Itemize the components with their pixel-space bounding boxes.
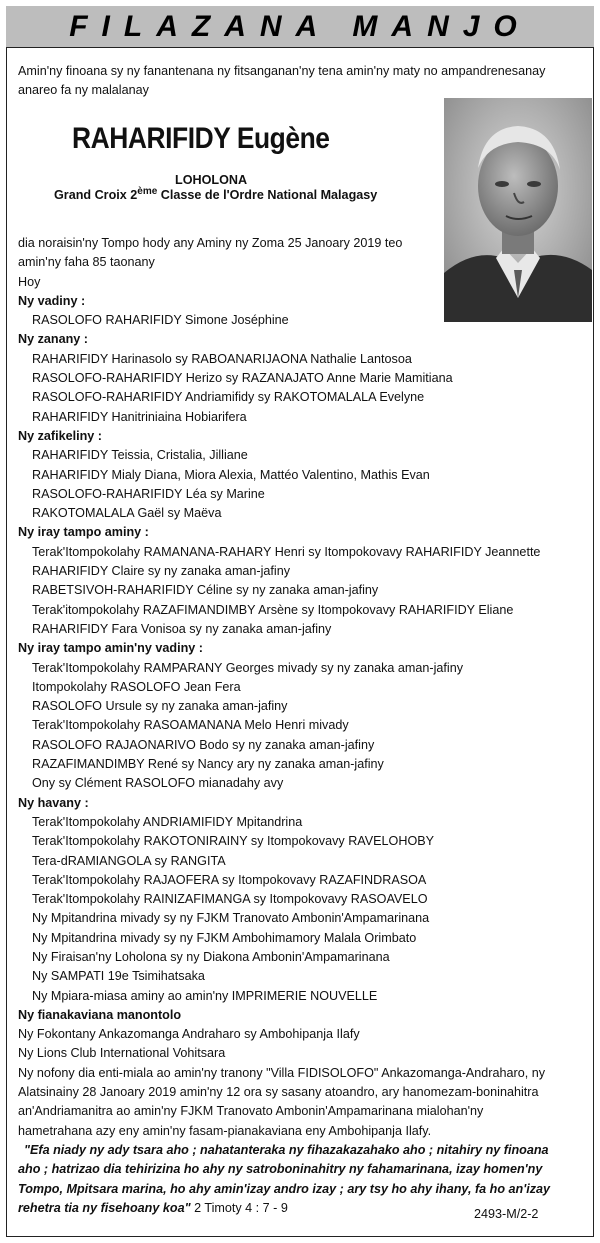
notice-body xyxy=(18,234,588,1218)
announcement-line: Hoy xyxy=(18,274,41,289)
list-item: RAHARIFIDY Teissia, Cristalia, Jilliane xyxy=(32,448,248,463)
list-item: RASOLOFO RAHARIFIDY Simone Joséphine xyxy=(32,313,289,328)
list-item: Terak'Itompokolahy RAINIZAFIMANGA sy Itompokovavy RASOAVELO xyxy=(32,892,428,907)
list-item: RAHARIFIDY Harinasolo sy RABOANARIJAONA Nathalie Lantosoa xyxy=(32,351,412,366)
intro-text xyxy=(18,62,574,101)
verse-line: aho ; hatrizao dia tehirizina ho ahy ny satroboninahitry ny fahamarinana, izay homen'ny xyxy=(18,1162,543,1177)
list-item: Itompokolahy RASOLOFO Jean Fera xyxy=(32,679,241,694)
org-line: Ny Lions Club International Vohitsara xyxy=(18,1046,226,1061)
list-item: RAZAFIMANDIMBY René sy Nancy ary ny zanaka aman-jafiny xyxy=(32,757,384,772)
list-item: Ny Mpitandrina mivady sy ny FJKM Ambohimamory Malala Orimbato xyxy=(32,930,417,945)
list-item: RASOLOFO-RAHARIFIDY Léa sy Marine xyxy=(32,486,265,501)
org-line: Ny Fokontany Ankazomanga Andraharo sy Ambohipanja Ilafy xyxy=(18,1027,360,1042)
announcement-line: dia noraisin'ny Tompo hody any Aminy ny Zoma 25 Janoary 2019 teo xyxy=(18,236,403,250)
verse-citation: 2 Timoty 4 : 7 - 9 xyxy=(194,1200,288,1215)
list-item: Terak'Itompokolahy RAKOTONIRAINY sy Itompokovavy RAVELOHOBY xyxy=(32,834,435,849)
verse-line: "Efa niady ny ady tsara aho ; nahatanteraka ny fihazakazahako aho ; nitahiry ny finoana xyxy=(24,1142,549,1157)
list-item: Terak'Itompokolahy RAMANANA-RAHARY Henri sy Itompokovavy RAHARIFIDY Jeannette xyxy=(32,544,541,559)
section-heading: Ny iray tampo aminy : xyxy=(18,525,149,540)
list-item: Ny Firaisan'ny Loholona sy ny Diakona Ambonin'Ampamarinana xyxy=(32,949,390,964)
announcement-line: amin'ny faha 85 taonany xyxy=(18,255,155,270)
deceased-name: RAHARIFIDY Eugène xyxy=(72,122,330,155)
list-item: Terak'itompokolahy RAZAFIMANDIMBY Arsène sy Itompokovavy RAHARIFIDY Eliane xyxy=(32,602,514,617)
list-item: RASOLOFO Ursule sy ny zanaka aman-jafiny xyxy=(32,699,288,714)
list-item: Terak'Itompokolahy ANDRIAMIFIDY Mpitandrina xyxy=(32,814,303,829)
header-title: FILAZANA MANJO xyxy=(69,9,531,43)
verse-line: Tompo, Mpitsara marina, ho ahy amin'izay andro izay ; ary tsy ho ahy ihany, fa ho an'izay xyxy=(18,1181,551,1196)
list-item: Tera-dRAMIANGOLA sy RANGITA xyxy=(32,853,226,868)
header-banner xyxy=(6,6,594,48)
list-item: RASOLOFO-RAHARIFIDY Andriamifidy sy RAKOTOMALALA Evelyne xyxy=(32,390,425,405)
list-item: RASOLOFO RAJAONARIVO Bodo sy ny zanaka aman-jafiny xyxy=(32,737,375,752)
funeral-line: Alatsinainy 28 Janoary 2019 amin'ny 12 ora sy sasany atoandro, ary hanomezam-boninahitra xyxy=(18,1085,539,1100)
list-item: Terak'Itompokolahy RAMPARANY Georges mivady sy ny zanaka aman-jafiny xyxy=(32,660,464,675)
list-item: RABETSIVOH-RAHARIFIDY Céline sy ny zanaka aman-jafiny xyxy=(32,583,379,598)
list-item: Terak'Itompokolahy RAJAOFERA sy Itompokovavy RAZAFINDRASOA xyxy=(32,872,427,887)
list-item: Ny Mpitandrina mivady sy ny FJKM Tranovato Ambonin'Ampamarinana xyxy=(32,911,430,926)
list-item: RAHARIFIDY Claire sy ny zanaka aman-jafiny xyxy=(32,564,291,579)
intro-line: anareo fa ny malalanay xyxy=(18,83,149,98)
reference-code: 2493-M/2-2 xyxy=(474,1207,539,1221)
list-item: RAHARIFIDY Mialy Diana, Miora Alexia, Mattéo Valentino, Mathis Evan xyxy=(32,467,430,482)
funeral-line: Ny nofony dia enti-miala ao amin'ny tranony "Villa FIDISOLOFO" Ankazomanga-Andraharo, ny xyxy=(18,1065,546,1080)
list-item: RASOLOFO-RAHARIFIDY Herizo sy RAZANAJATO Anne Marie Mamitiana xyxy=(32,371,453,386)
deceased-title-loholona: LOHOLONA xyxy=(175,173,248,187)
section-heading: Ny vadiny : xyxy=(18,293,86,308)
list-item: Ny Mpiara-miasa aminy ao amin'ny IMPRIMERIE NOUVELLE xyxy=(32,988,378,1003)
section-heading: Ny zanany : xyxy=(18,332,88,347)
verse-line: rehetra tia ny fisehoany koa" xyxy=(18,1200,191,1215)
list-item: Ony sy Clément RASOLOFO mianadahy avy xyxy=(32,776,284,791)
list-item: RAHARIFIDY Fara Vonisoa sy ny zanaka aman-jafiny xyxy=(32,621,332,636)
section-heading: Ny fianakaviana manontolo xyxy=(18,1007,182,1022)
list-item: RAHARIFIDY Hanitriniaina Hobiarifera xyxy=(32,409,247,424)
section-heading: Ny iray tampo amin'ny vadiny : xyxy=(18,641,203,656)
deceased-honour: Grand Croix 2ème Classe de l'Ordre National Malagasy xyxy=(54,186,378,203)
intro-line: Amin'ny finoana sy ny fanantenana ny fitsanganan'ny tena amin'ny maty no ampandrenesanay xyxy=(18,64,546,78)
list-item: Ny SAMPATI 19e Tsimihatsaka xyxy=(32,969,205,984)
list-item: Terak'Itompokolahy RASOAMANANA Melo Henri mivady xyxy=(32,718,349,733)
funeral-line: hametrahana azy eny amin'ny fasam-pianakaviana eny Ambohipanja Ilafy. xyxy=(18,1123,432,1138)
section-heading: Ny havany : xyxy=(18,795,89,810)
list-item: RAKOTOMALALA Gaël sy Maëva xyxy=(32,506,222,521)
funeral-line: an'Andriamanitra ao amin'ny FJKM Tranovato Ambonin'Ampamarinana mialohan'ny xyxy=(18,1104,484,1119)
section-heading: Ny zafikeliny : xyxy=(18,428,102,443)
